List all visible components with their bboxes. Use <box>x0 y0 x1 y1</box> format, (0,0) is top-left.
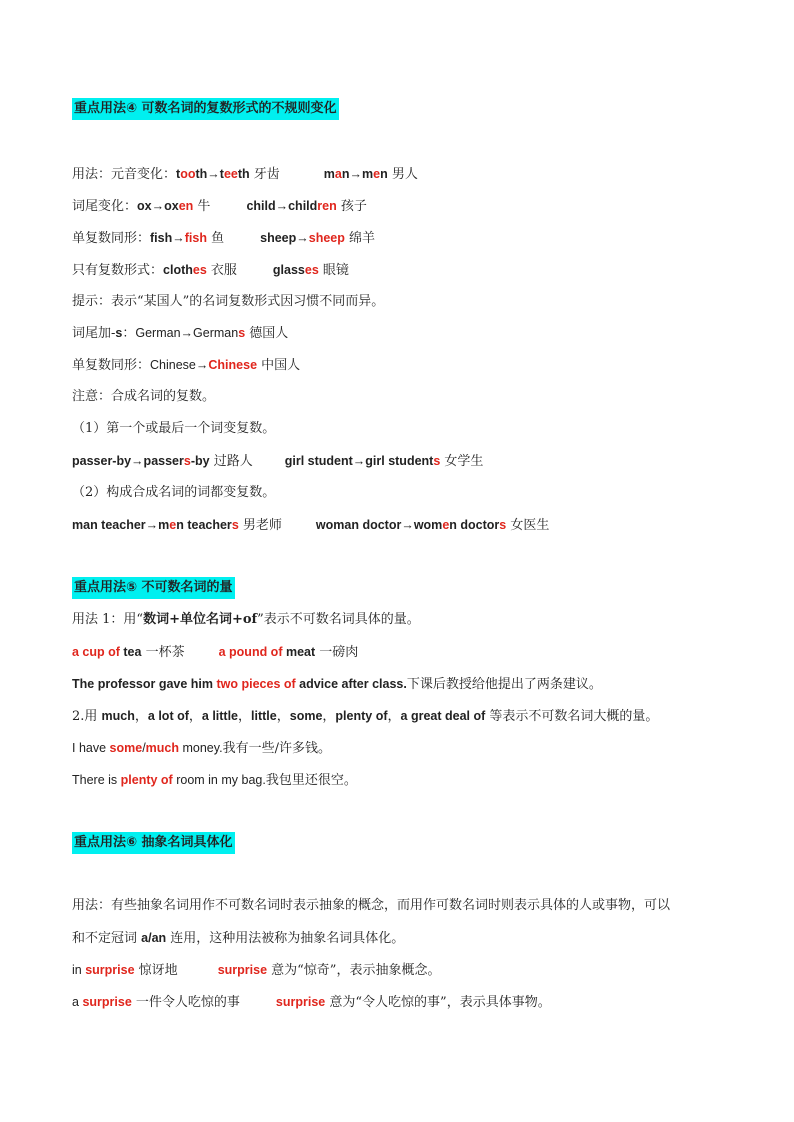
section-heading-4: 重点用法④ 可数名词的复数形式的不规则变化 <box>72 98 339 120</box>
usage-1-measure: 用法 1：用“数词+单位名词+of”表示不可数名词具体的量。 <box>72 612 420 627</box>
usage-suffix-change: 词尾变化：ox→oxen 牛 child→children 孩子 <box>72 199 367 214</box>
compound-example-2: man teacher→men teachers 男老师 woman doctor→women doctors 女医生 <box>72 518 550 533</box>
usage-2-approximate: 2.用 much，a lot of，a little，little，some，plenty of，a great deal of 等表示不可数名词大概的量。 <box>72 709 659 724</box>
compound-rule-2: （2）构成合成名词的词都变复数。 <box>72 485 276 500</box>
compound-example-1: passer-by→passers-by 过路人 girl student→girl students 女学生 <box>72 454 484 469</box>
surprise-abstract: in surprise 惊讶地 surprise 意为“惊奇”，表示抽象概念。 <box>72 963 441 978</box>
usage-same-form: 单复数同形：fish→fish 鱼 sheep→sheep 绵羊 <box>72 231 376 246</box>
note-compound-nouns: 注意：合成名词的复数。 <box>72 389 216 404</box>
usage-plural-only: 只有复数形式：clothes 衣服 glasses 眼镜 <box>72 263 349 278</box>
approximate-example-1: I have some/much money.我有一些/许多钱。 <box>72 741 331 756</box>
approximate-example-2: There is plenty of room in my bag.我包里还很空。 <box>72 773 357 788</box>
section-heading-5: 重点用法⑤ 不可数名词的量 <box>72 577 235 599</box>
measure-sentence: The professor gave him two pieces of advice after class.下课后教授给他提出了两条建议。 <box>72 677 602 692</box>
usage-vowel-change: 用法：元音变化：tooth→teeth 牙齿 man→men 男人 <box>72 167 418 182</box>
surprise-concrete: a surprise 一件令人吃惊的事 surprise 意为“令人吃惊的事”，表示具体事物。 <box>72 995 551 1010</box>
tip-nationality: 提示：表示“某国人”的名词复数形式因习惯不同而异。 <box>72 294 385 309</box>
section-heading-6: 重点用法⑥ 抽象名词具体化 <box>72 832 235 854</box>
measure-examples: a cup of tea 一杯茶 a pound of meat 一磅肉 <box>72 645 359 660</box>
abstract-noun-explanation: 用法：有些抽象名词用作不可数名词时表示抽象的概念，而用作可数名词时则表示具体的人或事物，可以 和不定冠词 a/an 连用，这种用法被称为抽象名词具体化。 <box>72 898 671 946</box>
compound-rule-1: （1）第一个或最后一个词变复数。 <box>72 421 276 436</box>
nationality-same-form: 单复数同形：Chinese→Chinese 中国人 <box>72 358 301 373</box>
nationality-suffix-s: 词尾加-s：German→Germans 德国人 <box>72 326 289 341</box>
